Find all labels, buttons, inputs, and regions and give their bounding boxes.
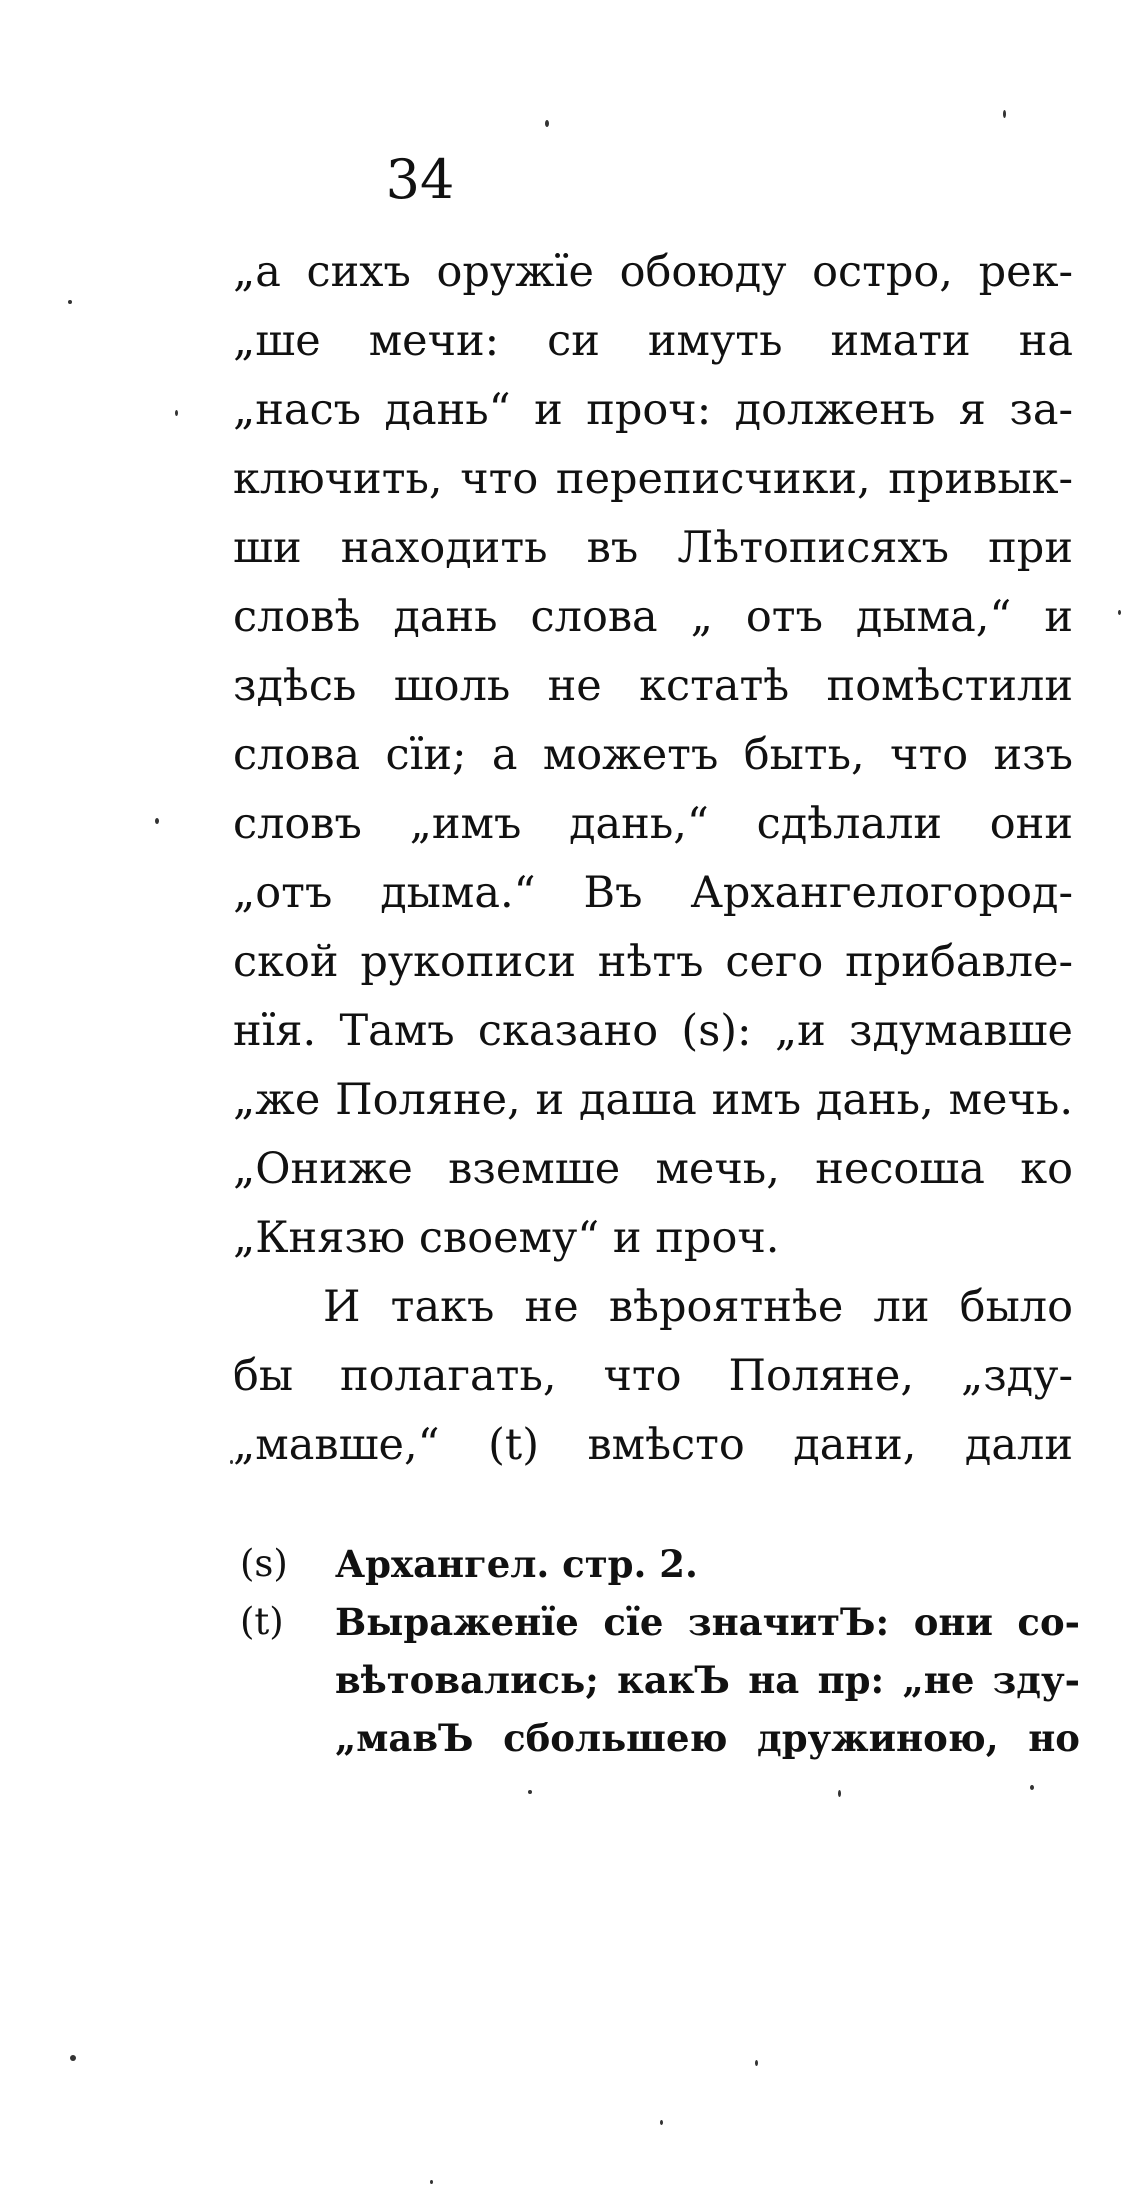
- footnote-t: [240, 1593, 1080, 1651]
- scan-speck: [545, 120, 549, 127]
- footnote-text: Выраженїе сїе значитЪ: они со-: [335, 1600, 1080, 1644]
- scan-speck: [528, 1790, 532, 1794]
- page-number: [0, 150, 1080, 210]
- scan-speck: [660, 2120, 663, 2125]
- text-line: И такъ не вѣроятнѣе ли было: [323, 1282, 1073, 1332]
- text-line: бы полагать, что Поляне, „зду-: [233, 1351, 1073, 1401]
- footnote-text: „мавЪ сбольшею дружиною, но: [335, 1716, 1080, 1760]
- footnote-text: Архангел. стр. 2.: [335, 1542, 698, 1586]
- footnote-t-continuation: [240, 1709, 1080, 1767]
- text-line: „отъ дыма.“ Въ Архангелогород-: [233, 868, 1073, 918]
- footnote-marker: (t): [240, 1600, 284, 1643]
- scan-speck: [1118, 610, 1121, 615]
- footnotes: [240, 1535, 1080, 1767]
- footnote-s: [240, 1535, 1080, 1593]
- text-line: „Князю своему“ и проч.: [233, 1213, 780, 1263]
- scan-speck: [430, 2180, 433, 2184]
- text-line: „ше мечи: си имуть имати на: [233, 316, 1073, 366]
- text-line: слова сїи; а можетъ быть, что изъ: [233, 730, 1073, 780]
- scan-speck: [1003, 110, 1006, 118]
- text-line: „а сихъ оружїе обоюду остро, рек-: [233, 247, 1073, 297]
- scan-speck: [155, 818, 159, 824]
- text-line: „же Поляне, и даша имъ дань, мечь.: [233, 1075, 1073, 1125]
- scan-speck: [68, 300, 72, 304]
- scan-speck: [70, 2055, 76, 2061]
- footnote-t-continuation: [240, 1651, 1080, 1709]
- text-line: ши находить въ Лѣтописяхъ при: [233, 523, 1073, 573]
- text-line: ской рукописи нѣтъ сего прибавле-: [233, 937, 1073, 987]
- scan-speck: [230, 1460, 233, 1464]
- text-line: словъ „имъ дань,“ сдѣлали они: [233, 799, 1073, 849]
- footnote-marker: (s): [240, 1542, 288, 1585]
- text-line: ключить, что переписчики, привык-: [233, 454, 1073, 504]
- text-line: „насъ дань“ и проч: долженъ я за-: [233, 385, 1073, 435]
- footnote-text: вѣтовались; какЪ на пр: „не зду-: [335, 1658, 1080, 1702]
- scan-speck: [838, 1790, 841, 1797]
- scan-speck: [1030, 1785, 1034, 1790]
- page-number-text: 34: [385, 148, 455, 211]
- scan-speck: [755, 2060, 758, 2066]
- body-text: [233, 238, 1073, 1480]
- text-line: нїя. Тамъ сказано (s): „и здумавше: [233, 1006, 1073, 1056]
- text-line: „мавше,“ (t) вмѣсто дани, дали: [233, 1420, 1073, 1470]
- text-line: словѣ дань слова „ отъ дыма,“ и: [233, 592, 1073, 642]
- text-line: „Ониже вземше мечь, несоша ко: [233, 1144, 1073, 1194]
- text-line: здѣсь шоль не кстатѣ помѣстили: [233, 661, 1073, 711]
- scan-speck: [175, 410, 178, 416]
